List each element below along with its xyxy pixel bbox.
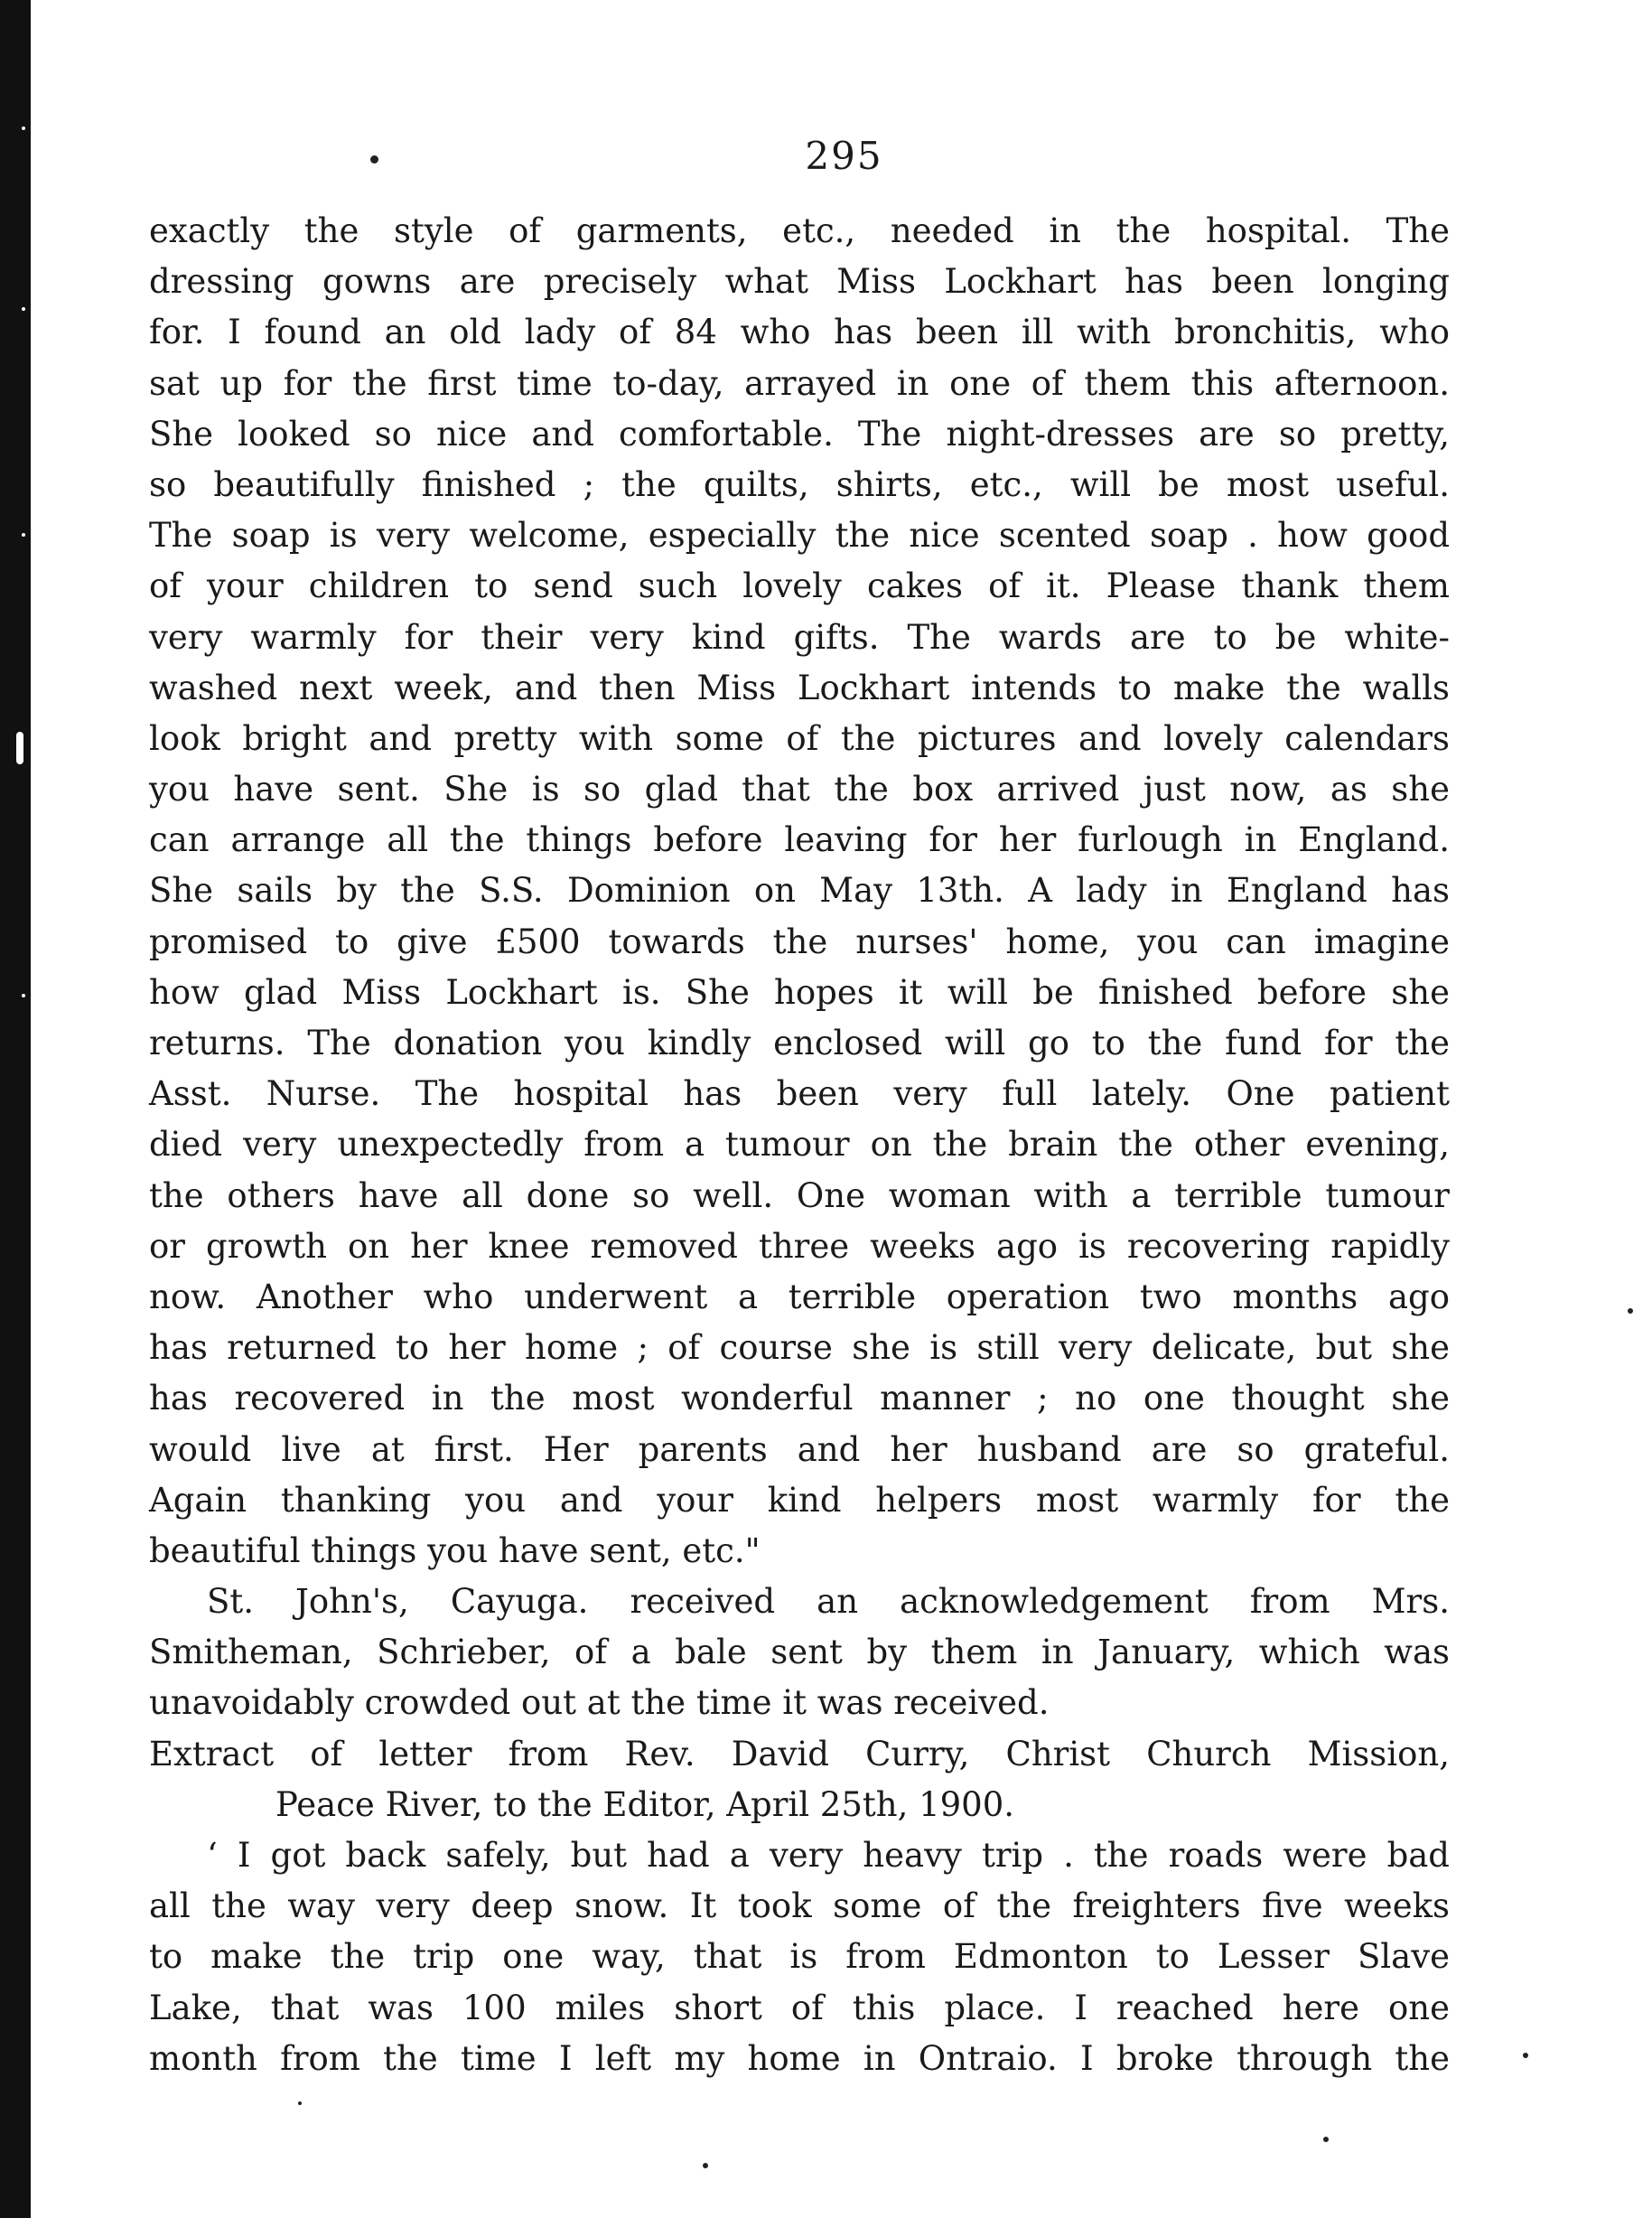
scan-speck bbox=[1323, 2137, 1329, 2142]
text-line: ‘ I got back safely, but had a very heavy trip . the roads were bad bbox=[207, 1836, 1450, 1875]
text-line: or growth on her knee removed three weeks ago is recovering rapidly bbox=[149, 1226, 1450, 1266]
text-line: look bright and pretty with some of the pictures and lovely calendars bbox=[149, 718, 1450, 758]
text-line: unavoidably crowded out at the time it was received. bbox=[149, 1683, 1050, 1723]
text-line: The soap is very welcome, especially the nice scented soap . how good bbox=[149, 516, 1450, 556]
text-line: the others have all done so well. One woman with a terrible tumour bbox=[149, 1175, 1450, 1215]
text-line: can arrange all the things before leaving for her furlough in England. bbox=[149, 820, 1450, 860]
scan-edge-speck bbox=[16, 732, 23, 764]
text-line: all the way very deep snow. It took some of the freighters five weeks bbox=[149, 1886, 1450, 1926]
text-line: exactly the style of garments, etc., needed in the hospital. The bbox=[149, 211, 1450, 250]
text-line: of your children to send such lovely cakes of it. Please thank them bbox=[149, 566, 1450, 606]
text-line: She sails by the S.S. Dominion on May 13th. A lady in England has bbox=[149, 871, 1450, 911]
text-line: has recovered in the most wonderful manner ; no one thought she bbox=[149, 1379, 1450, 1418]
text-line: She looked so nice and comfortable. The night-dresses are so pretty, bbox=[149, 414, 1450, 454]
text-line: Lake, that was 100 miles short of this place. I reached here one bbox=[149, 1988, 1450, 2027]
text-line: Peace River, to the Editor, April 25th, 1900. bbox=[275, 1784, 1015, 1824]
scan-edge-speck bbox=[22, 533, 25, 537]
text-line: to make the trip one way, that is from Edmonton to Lesser Slave bbox=[149, 1937, 1450, 1977]
scan-edge-speck bbox=[22, 307, 25, 311]
text-line: dressing gowns are precisely what Miss Lockhart has been longing bbox=[149, 262, 1450, 302]
text-line: washed next week, and then Miss Lockhart intends to make the walls bbox=[149, 668, 1450, 707]
text-line: sat up for the first time to-day, arrayed in one of them this afternoon. bbox=[149, 363, 1450, 403]
text-line: you have sent. She is so glad that the box arrived just now, as she bbox=[149, 770, 1450, 810]
text-line: how glad Miss Lockhart is. She hopes it will be finished before she bbox=[149, 972, 1450, 1012]
text-line: has returned to her home ; of course she is still very delicate, but she bbox=[149, 1328, 1450, 1368]
text-line: now. Another who underwent a terrible operation two months ago bbox=[149, 1277, 1450, 1316]
text-line: returns. The donation you kindly enclosed will go to the fund for the bbox=[149, 1024, 1450, 1062]
scan-speck bbox=[703, 2163, 708, 2168]
text-line: so beautifully finished ; the quilts, shirts, etc., will be most useful. bbox=[149, 464, 1450, 504]
text-line: would live at first. Her parents and her husband are so grateful. bbox=[149, 1429, 1450, 1469]
body-text bbox=[149, 206, 1450, 2084]
scan-speck bbox=[298, 2101, 302, 2105]
scan-edge-speck bbox=[22, 126, 25, 130]
text-line: very warmly for their very kind gifts. The wards are to be white- bbox=[149, 617, 1450, 657]
text-line: beautiful things you have sent, etc." bbox=[149, 1530, 761, 1570]
page-number: 295 bbox=[805, 134, 883, 178]
scan-edge-speck bbox=[22, 994, 25, 997]
text-line: for. I found an old lady of 84 who has been ill with bronchitis, who bbox=[149, 313, 1450, 352]
text-line: Again thanking you and your kind helpers most warmly for the bbox=[149, 1480, 1450, 1520]
text-line: Smitheman, Schrieber, of a bale sent by them in January, which was bbox=[149, 1633, 1450, 1672]
scan-edge bbox=[0, 0, 31, 2218]
text-line: Asst. Nurse. The hospital has been very full lately. One patient bbox=[149, 1074, 1450, 1114]
text-line: St. John's, Cayuga. received an acknowledgement from Mrs. bbox=[207, 1582, 1450, 1622]
text-line: died very unexpectedly from a tumour on the brain the other evening, bbox=[149, 1125, 1450, 1165]
scan-speck bbox=[1523, 2053, 1528, 2058]
text-line: promised to give £500 towards the nurses' home, you can imagine bbox=[149, 922, 1450, 961]
text-line: month from the time I left my home in Ontraio. I broke through the bbox=[149, 2038, 1450, 2078]
scan-speck bbox=[1628, 1308, 1633, 1314]
text-line: Extract of letter from Rev. David Curry, Christ Church Mission, bbox=[149, 1734, 1450, 1773]
